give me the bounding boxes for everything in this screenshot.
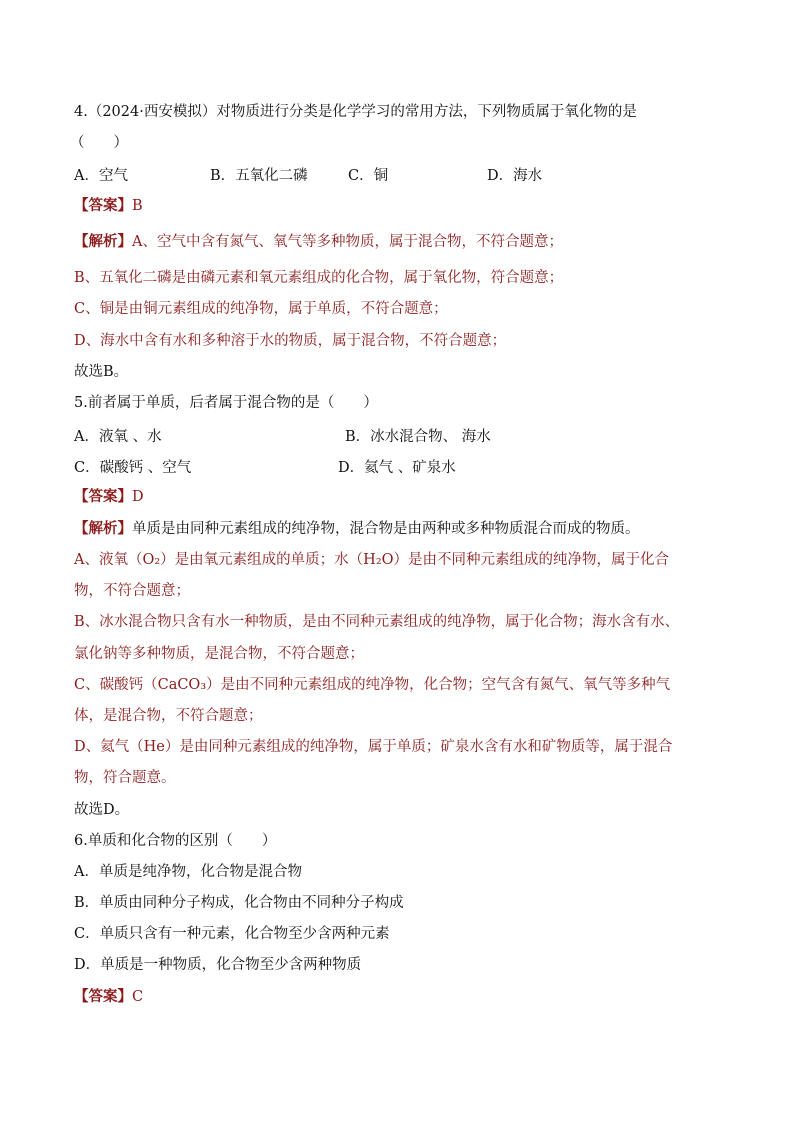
q4-analysis-d: D、海水中含有水和多种溶于水的物质，属于混合物，不符合题意； (74, 333, 507, 349)
q5-conclusion: 故选D。 (74, 802, 130, 818)
q4-conclusion: 故选B。 (74, 364, 129, 380)
analysis-text: A、空气中含有氮气、氧气等多种物质，属于混合物，不符合题意； (132, 234, 563, 250)
answer-tag: 【答案】 (74, 988, 132, 1005)
answer-tag: 【答案】 (74, 488, 132, 505)
q6-option-c: C．单质只含有一种元素，化合物至少含两种元素 (74, 926, 390, 942)
q5-analysis-c-1: C、碳酸钙（CaCO₃）是由不同种元素组成的纯净物，化合物；空气含有氮气、氧气等多种气 (74, 677, 671, 693)
q4-option-d: D．海水 (487, 168, 543, 184)
q6-answer (74, 987, 143, 1007)
q4-option-c: C．铜 (348, 168, 389, 184)
q5-analysis-a-1: A、液氧（O₂）是由氧元素组成的单质；水（H₂O）是由不同种元素组成的纯净物，属于化合 (74, 552, 670, 568)
q5-analysis-intro (74, 519, 640, 539)
q5-analysis-a-2: 物，不符合题意； (74, 583, 190, 599)
q5-option-b: B．冰水混合物、 海水 (345, 429, 491, 445)
q5-analysis-d-2: 物，符合题意。 (74, 770, 176, 786)
q5-analysis-b-2: 氯化钠等多种物质，是混合物，不符合题意； (74, 646, 364, 662)
q5-option-d: D．氦气 、矿泉水 (338, 460, 456, 476)
q4-option-a: A．空气 (74, 168, 128, 184)
q4-analysis-c: C、铜是由铜元素组成的纯净物，属于单质，不符合题意； (74, 301, 448, 317)
q6-option-a: A．单质是纯净物，化合物是混合物 (74, 864, 302, 880)
q5-stem: 5.前者属于单质，后者属于混合物的是（ ） (74, 395, 378, 411)
q5-analysis-b-1: B、冰水混合物只含有水一种物质，是由不同种元素组成的纯净物，属于化合物；海水含有水、 (74, 614, 680, 630)
analysis-tag: 【解析】 (74, 233, 132, 250)
q4-analysis-a (74, 232, 563, 252)
answer-value: D (132, 489, 144, 505)
q4-stem: 4.（2024·西安模拟）对物质进行分类是化学学习的常用方法，下列物质属于氧化物的是 (74, 104, 637, 120)
answer-value: C (132, 989, 144, 1005)
q5-option-c: C．碳酸钙 、空气 (74, 460, 192, 476)
q6-option-b: B．单质由同种分子构成，化合物由不同种分子构成 (74, 895, 404, 911)
analysis-tag: 【解析】 (74, 520, 132, 537)
q4-blank: （ ） (70, 135, 128, 151)
q4-option-b: B．五氧化二磷 (210, 168, 308, 184)
q5-option-a: A．液氧 、水 (74, 429, 162, 445)
analysis-text: 单质是由同种元素组成的纯净物，混合物是由两种或多种物质混合而成的物质。 (132, 521, 640, 537)
q5-analysis-c-2: 体，是混合物，不符合题意； (74, 708, 263, 724)
answer-value: B (132, 198, 143, 214)
q5-analysis-d-1: D、氦气（He）是由同种元素组成的纯净物，属于单质；矿泉水含有水和矿物质等，属于混合 (74, 739, 673, 755)
q6-stem: 6.单质和化合物的区别（ ） (74, 833, 277, 849)
q4-analysis-b: B、五氧化二磷是由磷元素和氧元素组成的化合物，属于氧化物，符合题意； (74, 270, 564, 286)
q5-answer (74, 487, 144, 507)
q4-answer (74, 196, 143, 216)
q6-option-d: D．单质是一种物质，化合物至少含两种物质 (74, 957, 362, 973)
answer-tag: 【答案】 (74, 197, 132, 214)
